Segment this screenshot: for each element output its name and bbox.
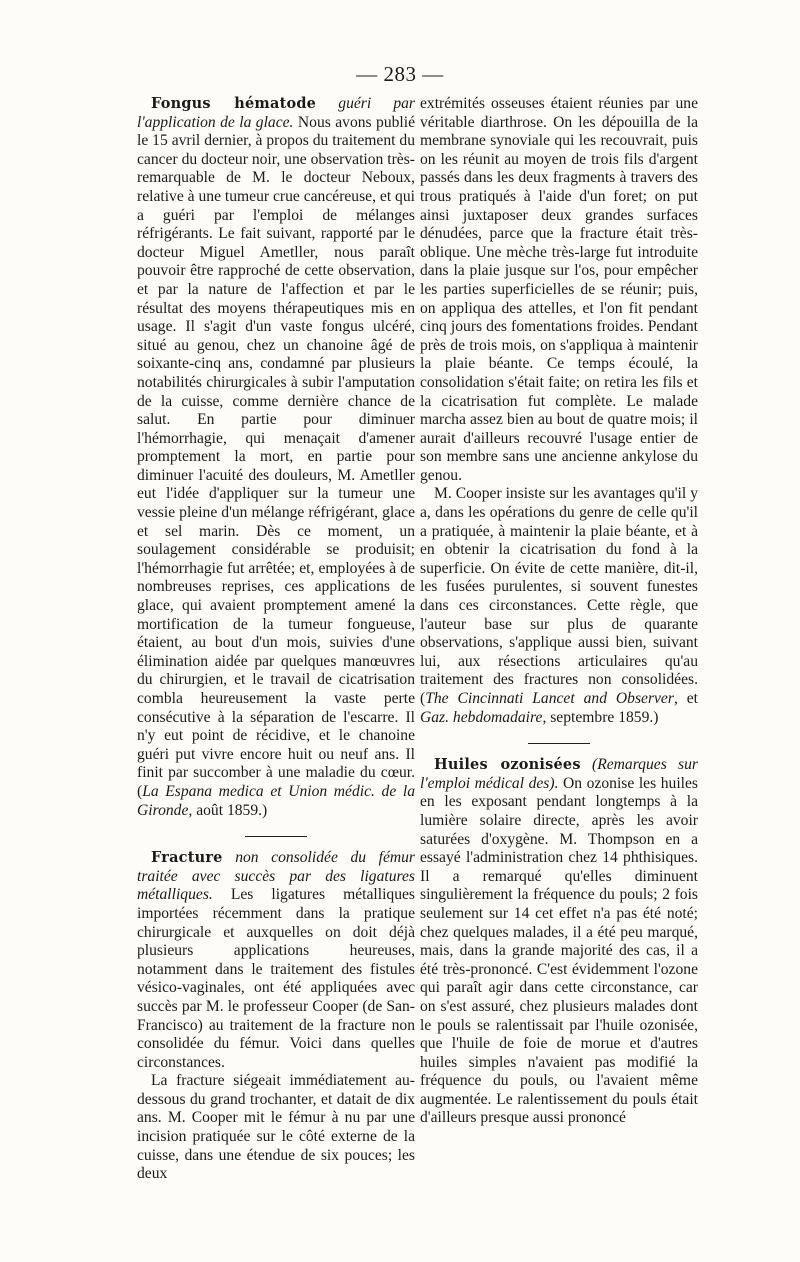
source-date: , septembre 1859.) (542, 708, 659, 726)
section-separator (528, 743, 590, 744)
article-paragraph (420, 485, 698, 727)
article-huiles (420, 756, 698, 1128)
article-body: On ozonise les huiles en les exposant pendant longtemps à la lumière solaire directe, après les avoir saturées d'oxygène. M. Thompson en a essayé l'administration chez 14 phthisiques. Il a remarqué qu'elles diminuent singulièrement la fréquence du pouls; 2 fois seulement sur 14 cet effet n'a pas été noté; chez quelques malades, il a été peu marqué, mais, dans la grande majorité des cas, il a été très-prononcé. C'est évidemment l'ozone qui paraît agir dans cette circonstance, car on s'est assuré, chez plusieurs malades dont le pouls se ralentissait par l'huile ozonisée, que l'huile de foie de morue et d'autres huiles simples n'avaient pas modifié la fréquence du pouls, ou l'avaient même augmentée. Le ralentissement du pouls était d'ailleurs presque aussi prononcé (420, 774, 698, 1127)
source-citation: La Espana medica et Union médic. de la Gironde, (137, 782, 415, 819)
article-subtitle: guéri par l'application de la glace. (137, 95, 415, 131)
right-column (420, 95, 698, 1128)
article-heading: Fracture (151, 849, 223, 867)
article-paragraph: extrémités osseuses étaient réunies par une véritable diarthrose. On les dépouilla de la membrane synoviale qui les recouvrait, puis on les réunit au moyen de trois fils d'argent passés dans les deux fragments à travers des trous pratiqués à l'aide d'un foret; on put ainsi juxtaposer deux grandes surfaces dénudées, parce que la fracture était très-oblique. Une mèche très-large fut introduite dans la plaie jusque sur l'os, pour empêcher les parties superficielles de se réunir; puis, on appliqua des attelles, et l'on fit pendant cinq jours des fomentations froides. Pendant près de trois mois, on s'appliqua à maintenir la plaie béante. Ce temps écoulé, la consolidation s'était faite; on retira les fils et la cicatrisation fut complète. Le malade marcha assez bien au bout de quatre mois; il aurait d'ailleurs recouvré l'usage entier de son membre sans une ancienne ankylose du genou. (420, 95, 698, 484)
section-separator (245, 836, 307, 837)
left-column (137, 95, 415, 1184)
article-body: Les ligatures métalliques importées récemment dans la pratique chirurgicale et auxquelles on doit déjà plusieurs applications heureuses, notamment dans le traitement des fistules vésico-vaginales, ont été appliquées avec succès par M. le professeur Cooper (de San-Francisco) au traitement de la fracture non consolidée du fémur. Voici dans quelles circonstances. (137, 886, 415, 1071)
article-subtitle: (Remarques sur l'emploi médical des). (420, 756, 698, 792)
article-body: M. Cooper insiste sur les avantages qu'il y a, dans les opérations du genre de celle qu'il a pratiquée, à maintenir la plaie béante, et à en obtenir la cicatrisation du fond à la superficie. On évite de cette manière, dit-il, les fusées purulentes, si souvent funestes dans ces circonstances. Cette règle, que l'auteur base sur plus de quarante observations, s'applique aussi bien, suivant lui, aux résections articulaires qu'au traitement des fractures non consolidées. (420, 485, 698, 689)
article-heading: Fongus hématode (151, 95, 317, 112)
article-paragraph: La fracture siégeait immédiatement au-dessous du grand trochanter, et datait de dix ans. M. Cooper mit le fémur à nu par une incision pratiquée sur le côté externe de la cuisse, dans une étendue de six pouces; les deux (137, 1072, 415, 1183)
source-citation: The Cincinnati Lancet and Observer (425, 690, 674, 707)
source-citation: Gaz. hebdomadaire (420, 708, 543, 726)
article-fongus (137, 95, 415, 820)
article-body: Nous avons publié le 15 avril dernier, à propos du traitement du cancer du docteur noir, une observation très-remarquable de M. le docteur Neboux, relative à une tumeur crue cancéreuse, et qui a guéri par l'emploi de mélanges réfrigérants. Le fait suivant, rapporté par le docteur Miguel Ametller, nous paraît pouvoir être rapproché de cette observation, et par la nature de l'affection et par le résultat des moyens thérapeutiques mis en usage. Il s'agit d'un vaste fongus ulcéré, situé au genou, chez un chanoine âgé de soixante-cinq ans, condamné par plusieurs notabilités chirurgicales à subir l'amputation de la cuisse, comme dernière chance de salut. En partie pour diminuer l'hémorrhagie, qui menaçait d'amener promptement la mort, en partie pour diminuer l'acuité des douleurs, M. Ametller eut l'idée d'appliquer sur la tumeur une vessie pleine d'un mélange réfrigérant, glace et sel marin. Dès ce moment, un soulagement considérable se produisit; l'hémorrhagie fut arrêtée; et, employées à de nombreuses reprises, ces applications de glace, qui avaient promptement amené la mortification de la tumeur fongueuse, étaient, au bout d'un mois, suivies d'une élimination aidée par quelques manœuvres du chirurgien, et le travail de cicatrisation combla heureusement la vaste perte consécutive à la séparation de l'escarre. Il n'y eut point de récidive, et le chanoine guéri put vivre encore huit ou neuf ans. Il finit par succomber à une maladie du cœur. (137, 113, 415, 782)
article-subtitle: non consolidée du fémur traitée avec succès par des ligatures métalliques. (137, 849, 415, 904)
source-paren: ( (137, 782, 143, 800)
page-number: — 283 — (356, 62, 444, 86)
source-date: août 1859.) (196, 801, 268, 819)
article-fracture (137, 849, 415, 1072)
source-paren: ( (420, 690, 426, 707)
source-joiner: , et (673, 690, 698, 707)
article-heading: Huiles ozonisées (434, 756, 581, 774)
